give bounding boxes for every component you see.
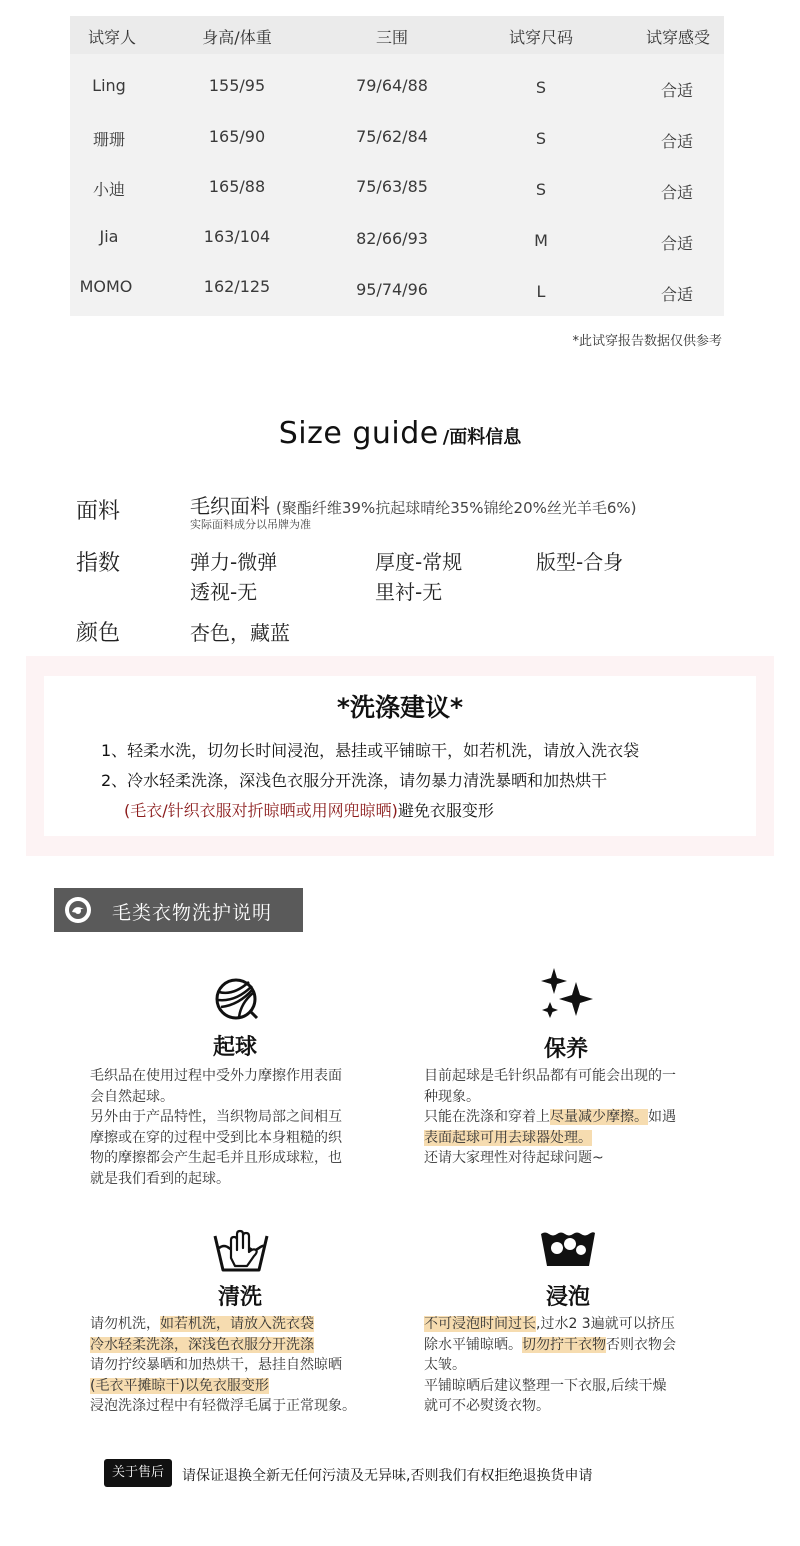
maintenance-line bbox=[424, 1128, 724, 1149]
pilling-line: 就是我们看到的起球。 bbox=[90, 1170, 230, 1187]
pilling-title: 起球 bbox=[212, 1035, 258, 1060]
measurements: 75/62/84 bbox=[356, 127, 428, 146]
washing-advice-rest: 避免衣服变形 bbox=[397, 801, 494, 820]
feeling: 合适 bbox=[660, 132, 694, 151]
maintenance-line bbox=[424, 1107, 724, 1128]
header-measurements: 三围 bbox=[375, 28, 409, 47]
washing-advice-line-1: 1、轻柔水洗，切勿长时间浸泡，悬挂或平铺晾干，如若机洗，请放入洗衣袋 bbox=[101, 741, 640, 760]
tester-name: MOMO bbox=[79, 277, 133, 296]
hand-wash-icon bbox=[213, 1228, 269, 1274]
cleaning-text bbox=[90, 1314, 390, 1417]
maintenance-line: 种现象。 bbox=[424, 1088, 480, 1105]
cleaning-highlight: 如若机洗，请放入洗衣袋 bbox=[160, 1316, 314, 1332]
maintenance-highlight: 尽量减少摩擦。 bbox=[550, 1109, 648, 1125]
fabric-value bbox=[190, 490, 637, 519]
cleaning-line bbox=[90, 1314, 390, 1335]
cleaning-text-part: 请勿机洗， bbox=[90, 1316, 160, 1332]
table-header-row bbox=[70, 16, 724, 54]
cleaning-title: 清洗 bbox=[217, 1285, 263, 1310]
measurements: 75/63/85 bbox=[356, 177, 428, 196]
soaking-line: 就可不必熨烫衣物。 bbox=[424, 1398, 550, 1414]
cleaning-highlight: 冷水轻柔洗涤，深浅色衣服分开洗涤 bbox=[90, 1336, 314, 1353]
maintenance-text-part: 只能在洗涤和穿着上 bbox=[424, 1109, 550, 1125]
after-sale-badge: 关于售后 bbox=[104, 1459, 172, 1487]
soaking-title: 浸泡 bbox=[545, 1285, 591, 1310]
soaking-highlight: 不可浸泡时间过长 bbox=[424, 1316, 536, 1332]
maintenance-text bbox=[424, 1066, 724, 1169]
pilling-line: 另外由于产品特性，当织物局部之间相互 bbox=[90, 1109, 342, 1125]
maintenance-text-part: 如遇 bbox=[648, 1109, 676, 1125]
washing-advice-title: *洗涤建议* bbox=[336, 693, 464, 722]
index-transparency: 透视-无 bbox=[190, 580, 258, 604]
cleaning-line: 请勿拧绞暴晒和加热烘干，悬挂自然晾晒 bbox=[90, 1357, 342, 1373]
washing-advice-line-2: 2、冷水轻柔洗涤，深浅色衣服分开洗涤，请勿暴力清洗暴晒和加热烘干 bbox=[101, 771, 608, 790]
soaking-line bbox=[424, 1314, 724, 1335]
yarn-ball-icon bbox=[213, 976, 259, 1022]
cleaning-highlight: (毛衣平摊晾干)以免衣服变形 bbox=[90, 1377, 269, 1394]
cleaning-line: 浸泡洗涤过程中有轻微浮毛属于正常现象。 bbox=[90, 1398, 356, 1414]
height-weight: 165/88 bbox=[208, 177, 266, 196]
measurements: 95/74/96 bbox=[356, 280, 428, 299]
height-weight: 165/90 bbox=[208, 127, 266, 146]
height-weight: 163/104 bbox=[203, 227, 271, 246]
washing-advice-line-3 bbox=[124, 798, 494, 821]
feeling: 合适 bbox=[660, 234, 694, 253]
maintenance-highlight: 表面起球可用去球器处理。 bbox=[424, 1129, 592, 1146]
soaking-highlight: 切勿拧干衣物 bbox=[522, 1336, 606, 1353]
color-value: 杏色，藏蓝 bbox=[190, 621, 290, 645]
height-weight: 162/125 bbox=[203, 277, 271, 296]
pilling-line: 摩擦或在穿的过程中受到比本身粗糙的织 bbox=[90, 1129, 342, 1146]
maintenance-line: 目前起球是毛针织品都有可能会出现的一 bbox=[424, 1068, 676, 1084]
size: M bbox=[534, 231, 548, 250]
tester-name: Ling bbox=[92, 76, 126, 95]
soak-basin-icon bbox=[539, 1228, 597, 1268]
fit-report-table bbox=[70, 16, 724, 316]
soaking-text-part: ,过水2 3遍就可以挤压 bbox=[536, 1316, 675, 1332]
size-guide-subheading: /面料信息 bbox=[442, 427, 522, 448]
care-icon bbox=[63, 895, 93, 925]
fabric-name: 毛织面料 bbox=[190, 494, 270, 518]
size: S bbox=[535, 129, 547, 148]
measurements: 79/64/88 bbox=[356, 76, 428, 95]
index-lining: 里衬-无 bbox=[375, 580, 443, 604]
size: S bbox=[535, 78, 547, 97]
cleaning-line bbox=[90, 1335, 390, 1356]
header-tester: 试穿人 bbox=[87, 28, 137, 47]
soaking-line bbox=[424, 1335, 724, 1356]
fabric-note: 实际面料成分以吊牌为准 bbox=[190, 518, 311, 531]
feeling: 合适 bbox=[660, 183, 694, 202]
header-feeling: 试穿感受 bbox=[645, 28, 711, 47]
care-instructions-title: 毛类衣物洗护说明 bbox=[112, 902, 273, 924]
measurements: 82/66/93 bbox=[356, 229, 428, 248]
size-guide-heading: Size guide bbox=[278, 416, 439, 451]
pilling-line: 会自然起球。 bbox=[90, 1088, 174, 1105]
fit-report-note: *此试穿报告数据仅供参考 bbox=[572, 334, 722, 349]
fabric-composition: (聚酯纤维39%抗起球晴纶35%锦纶20%丝光羊毛6%) bbox=[276, 499, 637, 517]
soaking-line: 平铺晾晒后建议整理一下衣服,后续干燥 bbox=[424, 1377, 667, 1394]
index-elasticity: 弹力-微弹 bbox=[190, 550, 278, 574]
height-weight: 155/95 bbox=[208, 76, 266, 95]
maintenance-line: 还请大家理性对待起球问题~ bbox=[424, 1150, 604, 1166]
index-fit: 版型-合身 bbox=[536, 550, 624, 574]
after-sale-text: 请保证退换全新无任何污渍及无异味,否则我们有权拒绝退换货申请 bbox=[182, 1468, 593, 1484]
size: S bbox=[535, 180, 547, 199]
feeling: 合适 bbox=[660, 285, 694, 304]
fabric-label: 面料 bbox=[76, 499, 121, 524]
pilling-line: 物的摩擦都会产生起毛并且形成球粒，也 bbox=[90, 1150, 342, 1166]
pilling-text bbox=[90, 1066, 390, 1189]
maintenance-title: 保养 bbox=[543, 1037, 589, 1062]
care-instructions-banner bbox=[54, 888, 303, 932]
size: L bbox=[536, 282, 546, 301]
soaking-text-part: 除水平铺晾晒。 bbox=[424, 1336, 522, 1353]
tester-name: 小迪 bbox=[92, 180, 126, 199]
header-size: 试穿尺码 bbox=[508, 28, 574, 47]
index-thickness: 厚度-常规 bbox=[375, 550, 463, 574]
size-guide-title bbox=[0, 416, 800, 451]
index-label: 指数 bbox=[76, 551, 121, 576]
header-height-weight: 身高/体重 bbox=[202, 28, 272, 47]
pilling-line: 毛织品在使用过程中受外力摩擦作用表面 bbox=[90, 1068, 342, 1084]
cleaning-line bbox=[90, 1376, 390, 1397]
tester-name: 珊珊 bbox=[92, 130, 126, 149]
washing-advice-highlight: (毛衣/针织衣服对折晾晒或用网兜晾晒) bbox=[124, 801, 398, 820]
soaking-text bbox=[424, 1314, 724, 1417]
tester-name: Jia bbox=[99, 227, 119, 246]
sparkle-icon bbox=[540, 968, 594, 1024]
feeling: 合适 bbox=[660, 81, 694, 100]
soaking-text-part: 否则衣物会 bbox=[606, 1336, 676, 1353]
color-label: 颜色 bbox=[76, 621, 121, 646]
soaking-line: 太皱。 bbox=[424, 1357, 466, 1373]
